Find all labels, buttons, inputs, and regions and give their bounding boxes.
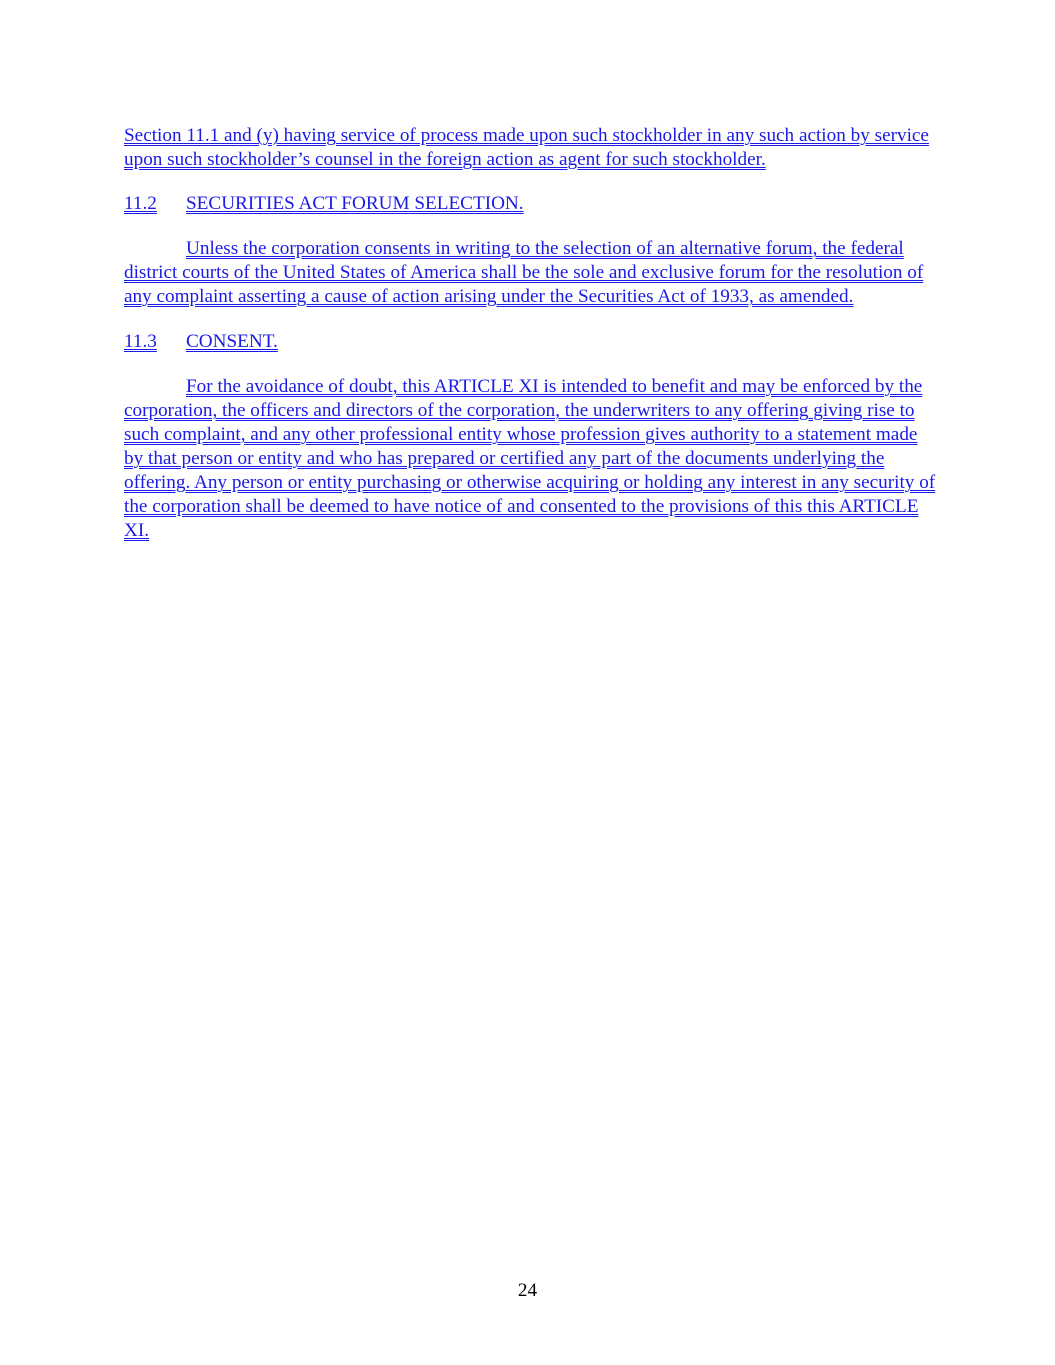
inserted-text: For the avoidance of doubt, this ARTICLE XI is intended to benefit and may be enforced by the corporation, the officers and directors of the corporation, the underwriters to any offering giving rise to such complaint, and any other professional entity whose profession gives authority to a statement made by that person or entity and who has prepared or certified any part of the documents underlying the offering. Any person or entity purchasing or otherwise acquiring or holding any interest in any security of the corporation shall be deemed to have notice of and consented to the provisions of this this ARTICLE XI. <box>124 376 936 541</box>
section-heading-11-2 <box>124 192 936 216</box>
section-number: 11.2 <box>124 193 157 214</box>
section-title: SECURITIES ACT FORUM SELECTION. <box>186 193 524 214</box>
section-title: CONSENT. <box>186 331 278 352</box>
section-body-11-3 <box>124 375 936 543</box>
inserted-text: Section 11.1 and (y) having service of process made upon such stockholder in any such action by service upon such stockholder’s counsel in the foreign action as agent for such stockholder. <box>124 125 929 170</box>
inserted-text: Unless the corporation consents in writing to the selection of an alternative forum, the federal district courts of the United States of America shall be the sole and exclusive forum for the resolution of any complaint asserting a cause of action arising under the Securities Act of 1933, as amended. <box>124 238 924 307</box>
page-number: 24 <box>517 1280 538 1301</box>
section-number: 11.3 <box>124 331 157 352</box>
section-body-11-2 <box>124 237 936 309</box>
section-heading-11-3 <box>124 330 936 354</box>
document-body <box>124 124 936 564</box>
continued-paragraph <box>124 124 936 172</box>
